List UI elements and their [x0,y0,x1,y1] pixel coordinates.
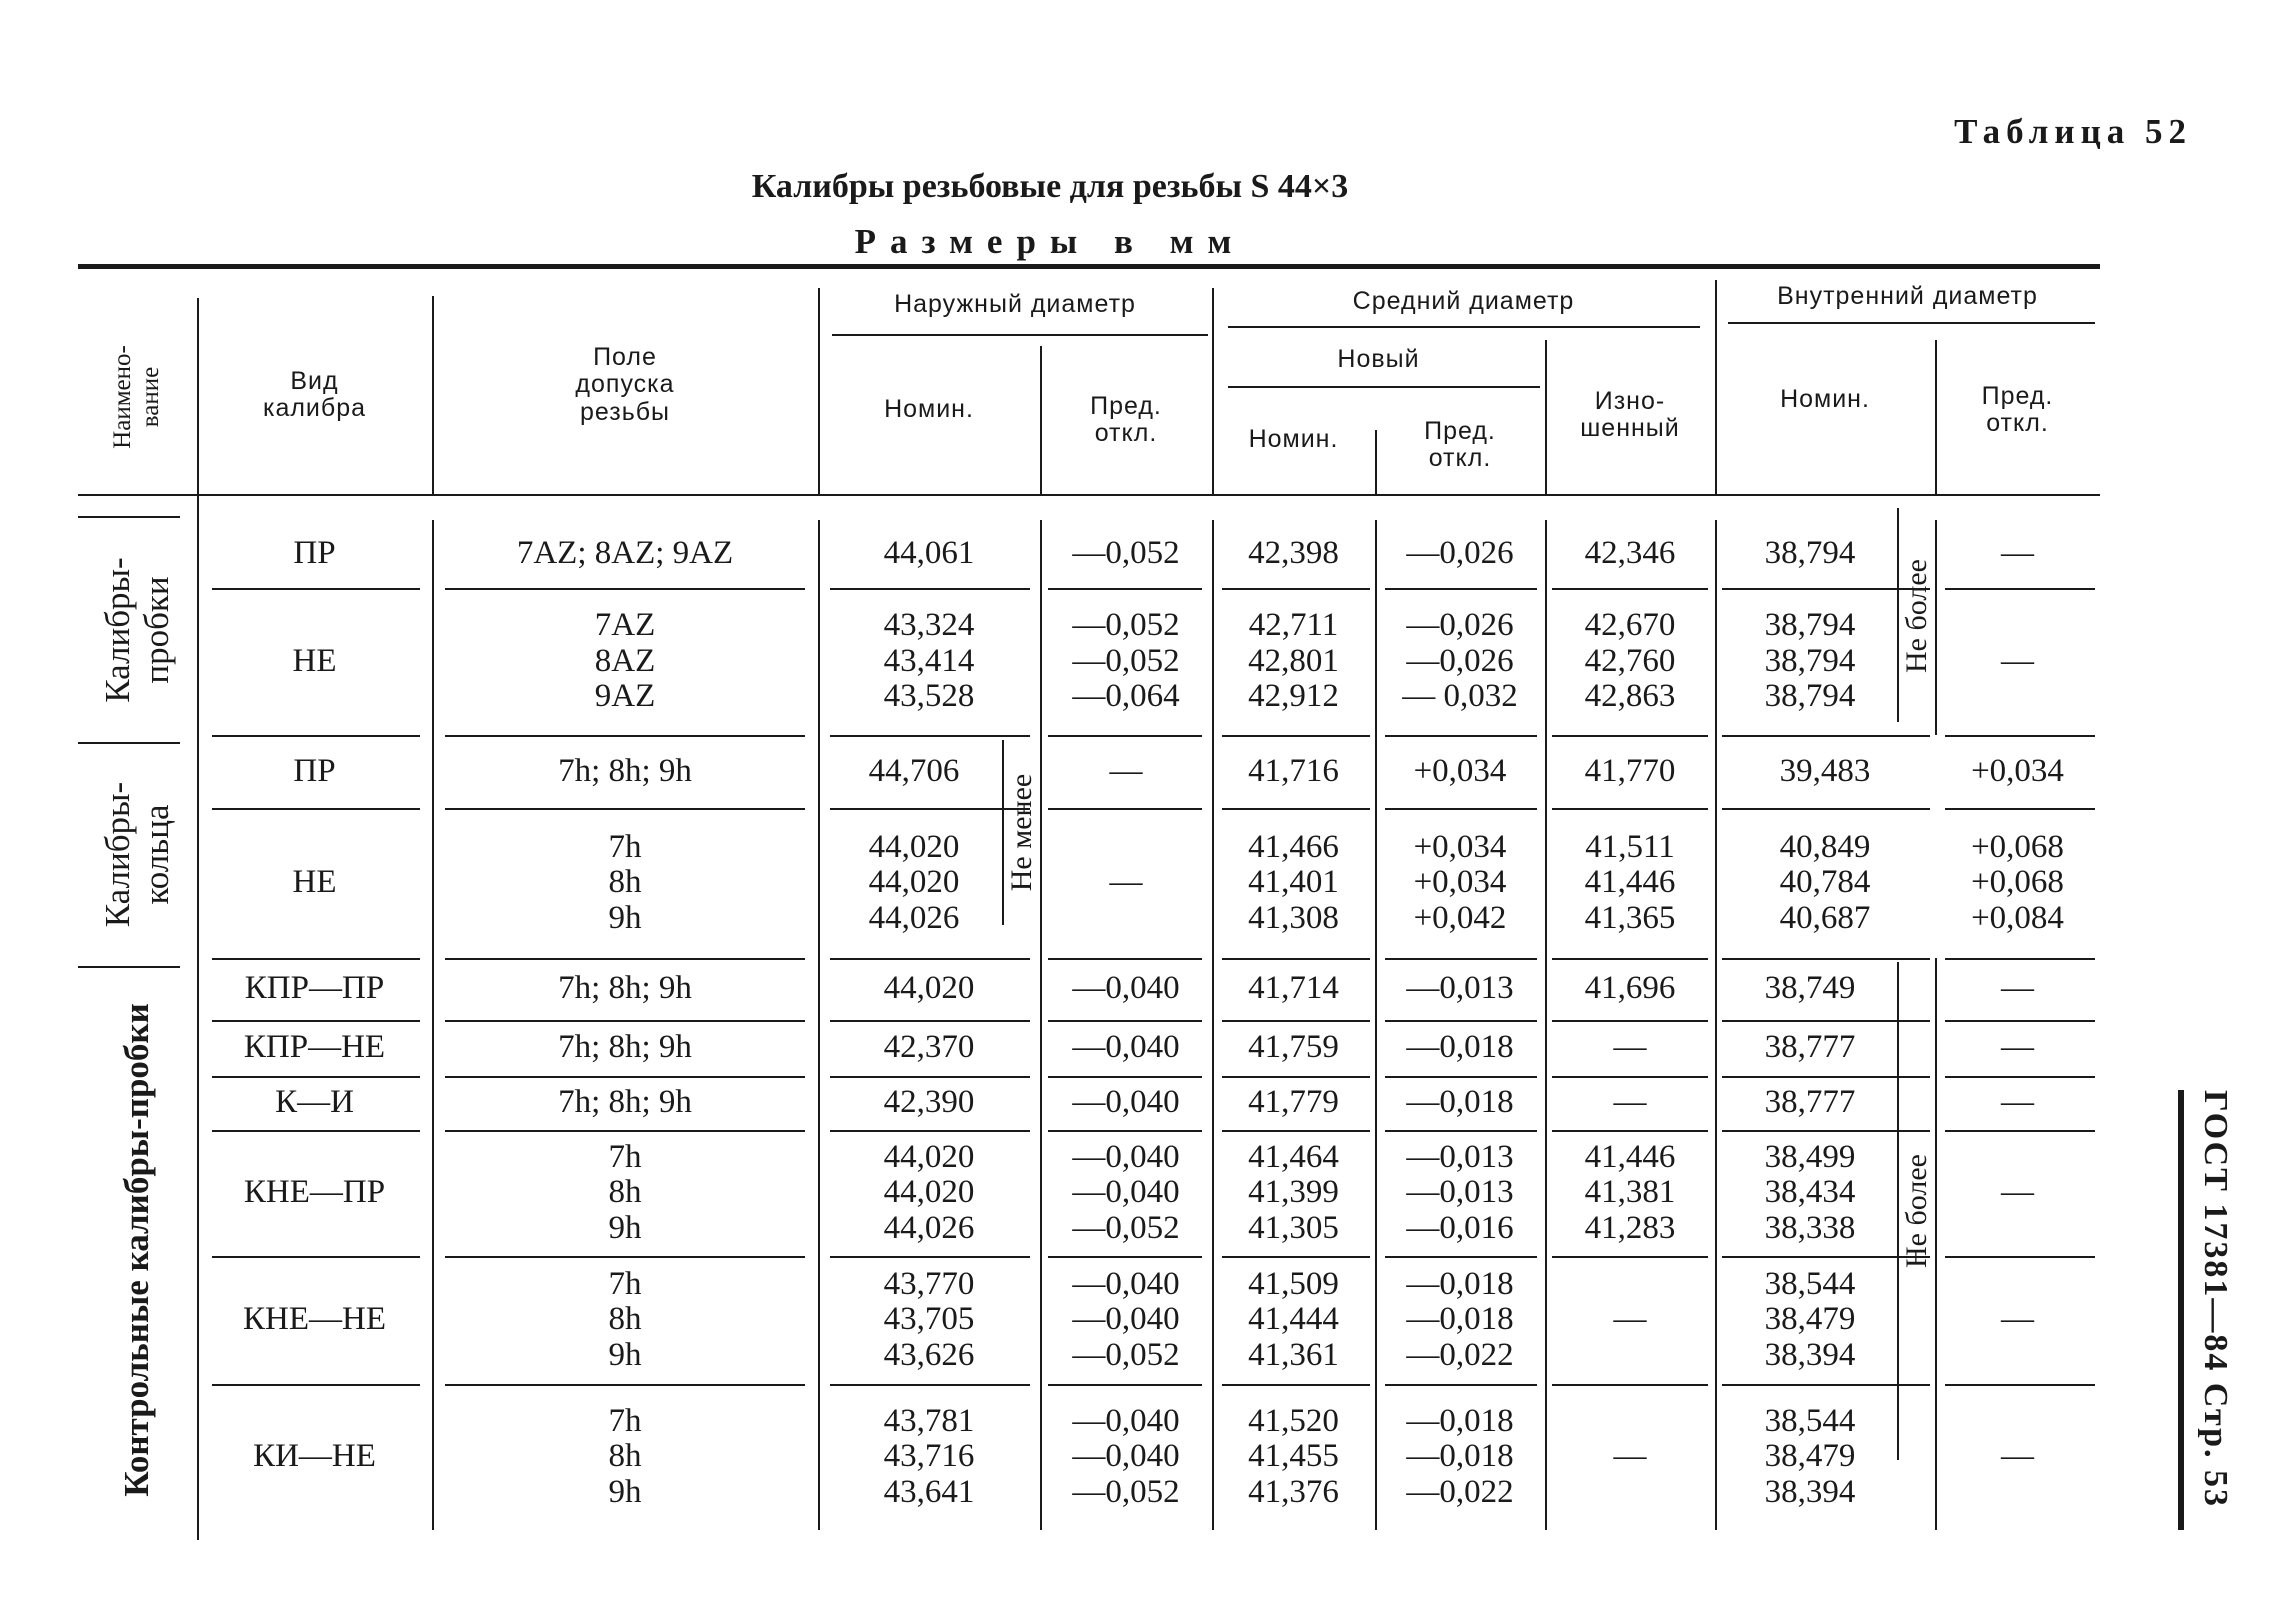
cell-kind: КНЕ—НЕ [243,1301,386,1338]
cell-worn: 42,670 42,760 42,863 [1584,607,1676,715]
group-rule-plugs-rings [78,742,180,744]
new-header-rule [1228,386,1540,388]
cell-out_nom: 44,020 44,020 44,026 [883,1138,975,1246]
cell-in_dev: — [2001,1029,2034,1066]
note-not-more-control: Не более [1900,1154,1934,1268]
cell-out_nom: 44,020 44,020 44,026 [868,828,960,936]
cell-in_nom: 40,849 40,784 40,687 [1779,828,1871,936]
mid-header-rule [1228,326,1700,328]
header-name: Наимено- вание [109,345,164,449]
cell-mid_nom: 41,466 41,401 41,308 [1248,828,1339,936]
cell-worn: — [1613,1084,1647,1121]
cell-out_dev: —0,040 —0,040 —0,052 [1072,1138,1180,1246]
cell-tol: 7AZ; 8AZ; 9AZ [516,535,734,572]
cell-kind: ПР [293,752,336,789]
cell-out_dev: —0,052 —0,052 —0,064 [1072,607,1180,715]
cell-mid_dev: —0,018 —0,018 —0,022 [1406,1265,1514,1373]
cell-out_nom: 44,706 [868,752,960,789]
cell-out_dev: —0,040 [1072,1029,1180,1066]
cell-mid_nom: 41,509 41,444 41,361 [1248,1265,1339,1373]
cell-mid_nom: 41,464 41,399 41,305 [1248,1138,1339,1246]
cell-tol: 7h 8h 9h [608,828,642,936]
cell-worn: 41,446 41,381 41,283 [1584,1138,1676,1246]
table-top-rule [78,264,2100,269]
cell-kind: НЕ [292,864,337,901]
header-tolerance: Поле допуска резьбы [575,342,675,426]
cell-kind: КПР—НЕ [243,1029,386,1066]
header-inner-deviation: Пред. откл. [1981,381,2054,437]
group-rule-top [78,516,180,518]
cell-worn: 41,770 [1584,752,1676,789]
note-not-more-plugs: Не более [1900,559,1934,673]
cell-in_nom: 38,794 38,794 38,794 [1764,607,1856,715]
cell-kind: ПР [293,535,336,572]
header-inner-diameter: Внутренний диаметр [1777,282,2038,311]
cell-worn: — [1613,1029,1647,1066]
outer-header-rule [832,334,1208,336]
cell-mid_nom: 41,520 41,455 41,376 [1248,1402,1339,1510]
cell-in_nom: 38,777 [1764,1084,1856,1121]
cell-in_nom: 38,749 [1764,970,1856,1007]
cell-mid_nom: 41,716 [1248,752,1339,789]
cell-in_dev: — [2001,970,2034,1007]
cell-in_dev: — [2001,642,2034,679]
cell-out_dev: —0,040 [1072,1084,1180,1121]
cell-in_dev: +0,068 +0,068 +0,084 [1971,828,2064,936]
cell-kind: КПР—ПР [244,970,385,1007]
cell-kind: НЕ [292,642,337,679]
cell-in_nom: 38,499 38,434 38,338 [1764,1138,1856,1246]
header-mid-worn: Изно- шенный [1580,386,1680,442]
cell-in_nom: 38,544 38,479 38,394 [1764,1265,1856,1373]
cell-mid_dev: —0,018 [1406,1029,1514,1066]
table-title: Калибры резьбовые для резьбы S 44×3 [751,168,1349,205]
cell-in_dev: +0,034 [1971,752,2064,789]
side-running-header: ГОСТ 17381—84 Стр. 53 [2197,1090,2234,1509]
cell-in_dev: — [2001,1438,2034,1475]
cell-worn: 42,346 [1584,535,1676,572]
cell-mid_nom: 41,779 [1248,1084,1339,1121]
cell-kind: КНЕ—ПР [243,1174,386,1211]
cell-mid_dev: +0,034 [1413,752,1507,789]
cell-out_dev: —0,040 —0,040 —0,052 [1072,1265,1180,1373]
cell-mid_nom: 41,759 [1248,1029,1339,1066]
cell-mid_dev: —0,026 [1406,535,1514,572]
cell-mid_dev: +0,034 +0,034 +0,042 [1413,828,1507,936]
group-control: Контрольные калибры-пробки [117,1003,157,1497]
cell-kind: КИ—НЕ [253,1438,376,1475]
inner-header-rule [1728,322,2095,324]
cell-tol: 7h 8h 9h [608,1265,642,1373]
header-bottom-rule [78,494,2100,496]
cell-out_dev: — [1109,864,1143,901]
cell-mid_dev: —0,013 —0,013 —0,016 [1406,1138,1514,1246]
cell-in_dev: — [2001,1084,2034,1121]
cell-out_dev: —0,052 [1072,535,1180,572]
cell-tol: 7AZ 8AZ 9AZ [594,607,656,715]
cell-tol: 7h 8h 9h [608,1138,642,1246]
cell-out_nom: 43,781 43,716 43,641 [883,1402,975,1510]
cell-in_dev: — [2001,1301,2034,1338]
cell-tol: 7h; 8h; 9h [558,970,692,1007]
cell-mid_nom: 42,398 [1248,535,1339,572]
note-not-less-rings: Не менее [1005,773,1039,892]
header-kind: Вид калибра [262,366,367,422]
cell-tol: 7h 8h 9h [608,1402,642,1510]
cell-tol: 7h; 8h; 9h [558,752,692,789]
cell-mid_dev: —0,018 [1406,1084,1514,1121]
cell-out_nom: 42,390 [883,1084,975,1121]
group-plugs: Калибры- пробки [97,557,176,703]
header-mid-diameter: Средний диаметр [1352,287,1575,316]
group-rings: Калибры- кольца [97,781,176,928]
cell-out_dev: —0,040 —0,040 —0,052 [1072,1402,1180,1510]
cell-worn: 41,511 41,446 41,365 [1584,828,1676,936]
cell-kind: К—И [275,1084,354,1121]
cell-in_nom: 38,794 [1764,535,1856,572]
cell-mid_dev: —0,026 —0,026 — 0,032 [1402,607,1518,715]
group-rule-rings-control [78,966,180,968]
header-mid-new: Новый [1337,345,1420,374]
header-outer-nominal: Номин. [884,395,974,424]
cell-out_nom: 43,324 43,414 43,528 [883,607,975,715]
cell-worn: — [1613,1438,1647,1475]
header-inner-nominal: Номин. [1780,385,1870,414]
header-outer-diameter: Наружный диаметр [894,290,1136,319]
header-outer-deviation: Пред. откл. [1090,391,1162,447]
cell-tol: 7h; 8h; 9h [558,1084,692,1121]
cell-in_dev: — [2001,1174,2034,1211]
cell-out_nom: 42,370 [883,1029,975,1066]
cell-worn: — [1613,1301,1647,1338]
header-mid-nominal: Номин. [1248,425,1339,454]
cell-mid_nom: 41,714 [1248,970,1339,1007]
table-number: Таблица 52 [1954,112,2192,151]
cell-out_dev: — [1109,752,1143,789]
header-mid-deviation: Пред. откл. [1424,416,1496,472]
cell-mid_dev: —0,013 [1406,970,1514,1007]
cell-in_nom: 39,483 [1779,752,1871,789]
cell-worn: 41,696 [1584,970,1676,1007]
cell-tol: 7h; 8h; 9h [558,1029,692,1066]
cell-in_nom: 38,777 [1764,1029,1856,1066]
table-subtitle: Размеры в мм [854,222,1246,261]
cell-out_nom: 43,770 43,705 43,626 [883,1265,975,1373]
cell-in_nom: 38,544 38,479 38,394 [1764,1402,1856,1510]
cell-mid_nom: 42,711 42,801 42,912 [1248,607,1339,715]
cell-out_nom: 44,020 [883,970,975,1007]
cell-mid_dev: —0,018 —0,018 —0,022 [1406,1402,1514,1510]
cell-out_dev: —0,040 [1072,970,1180,1007]
cell-in_dev: — [2001,535,2034,572]
cell-out_nom: 44,061 [883,535,975,572]
